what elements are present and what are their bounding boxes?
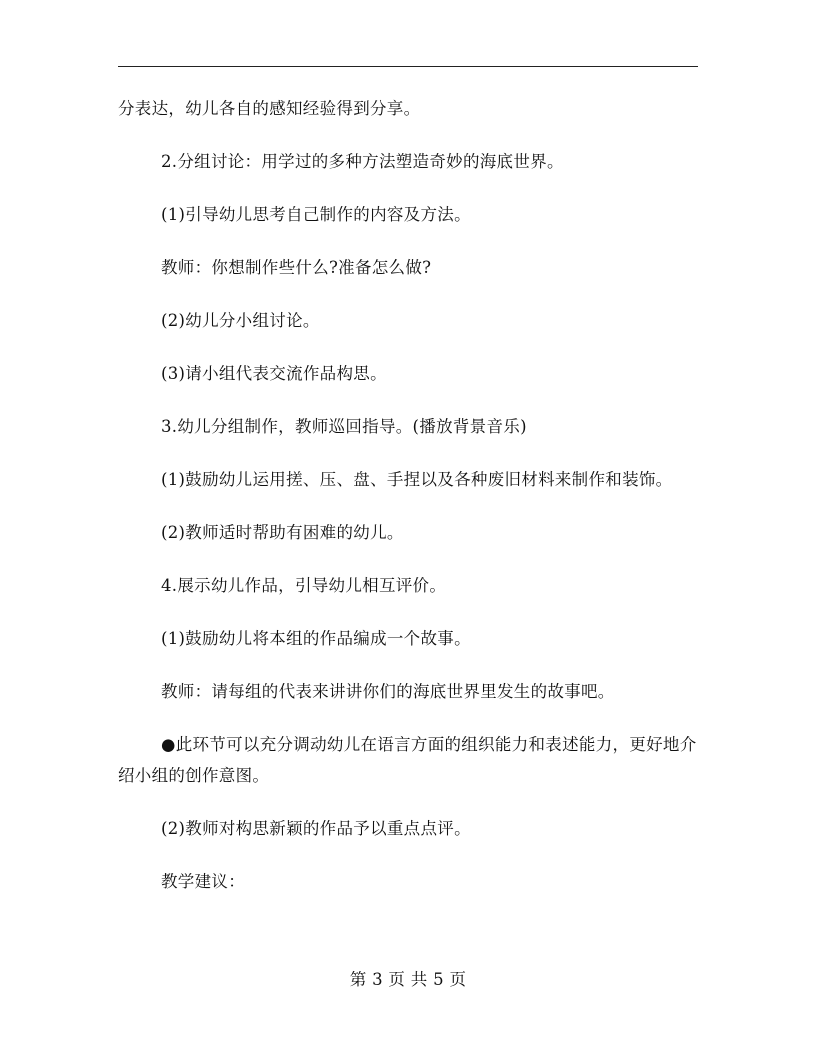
paragraph-step-3: 3.幼儿分组制作，教师巡回指导。(播放背景音乐)	[161, 417, 527, 436]
paragraph-step-2: 2.分组讨论：用学过的多种方法塑造奇妙的海底世界。	[161, 152, 564, 171]
document-body	[118, 93, 700, 897]
paragraph-step-3-1: (1)鼓励幼儿运用搓、压、盘、手捏以及各种废旧材料来制作和装饰。	[161, 470, 673, 489]
paragraph-note: ●此环节可以充分调动幼儿在语言方面的组织能力和表述能力，更好地介绍小组的创作意图。	[118, 735, 697, 785]
paragraph-teacher-story: 教师：请每组的代表来讲讲你们的海底世界里发生的故事吧。	[161, 682, 615, 701]
paragraph-step-4: 4.展示幼儿作品，引导幼儿相互评价。	[161, 576, 447, 595]
paragraph-teaching-advice: 教学建议：	[161, 872, 245, 891]
paragraph-step-2-3: (3)请小组代表交流作品构思。	[161, 364, 387, 383]
page-number: 第 3 页 共 5 页	[349, 970, 467, 989]
paragraph-step-2-1: (1)引导幼儿思考自己制作的内容及方法。	[161, 205, 471, 224]
paragraph-step-3-2: (2)教师适时帮助有困难的幼儿。	[161, 523, 404, 542]
header-rule	[118, 66, 698, 67]
paragraph-teacher-question: 教师：你想制作些什么?准备怎么做?	[161, 258, 432, 277]
paragraph-step-2-2: (2)幼儿分小组讨论。	[161, 311, 320, 330]
paragraph-step-4-2: (2)教师对构思新颖的作品予以重点点评。	[161, 819, 471, 838]
paragraph-step-4-1: (1)鼓励幼儿将本组的作品编成一个故事。	[161, 629, 471, 648]
paragraph-continuation: 分表达，幼儿各自的感知经验得到分享。	[118, 99, 421, 118]
